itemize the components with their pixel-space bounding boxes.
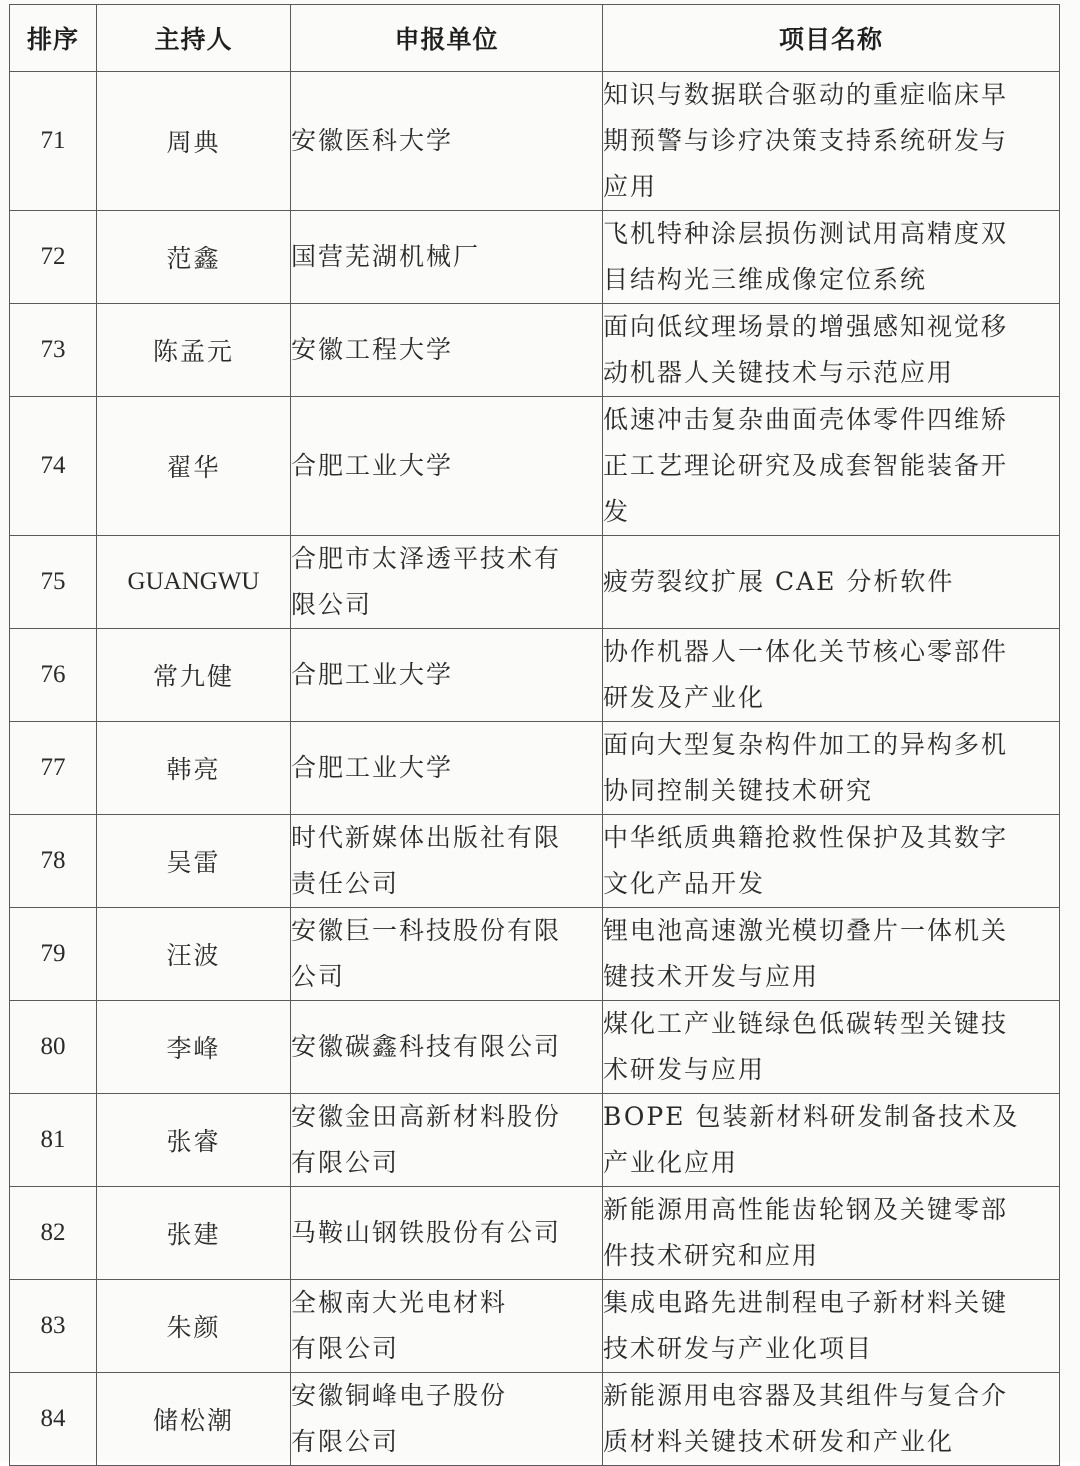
cell-rank: 77	[10, 722, 97, 815]
cell-project	[603, 1373, 1060, 1466]
cell-rank: 79	[10, 908, 97, 1001]
project-line: 件技术研究和应用	[603, 1241, 820, 1270]
project-line: 文化产品开发	[603, 869, 766, 898]
unit-line: 安徽医科大学	[291, 126, 454, 155]
cell-project	[603, 815, 1060, 908]
cell-unit	[291, 629, 603, 722]
project-line: 新能源用高性能齿轮钢及关键零部	[603, 1195, 1009, 1224]
cell-unit	[291, 1280, 603, 1373]
project-line: 期预警与诊疗决策支持系统研发与	[603, 126, 1009, 155]
project-line: 飞机特种涂层损伤测试用高精度双	[603, 219, 1009, 248]
project-line: 研发及产业化	[603, 683, 766, 712]
table-row	[10, 304, 1060, 397]
unit-line: 安徽铜峰电子股份	[291, 1381, 508, 1410]
header-project: 项目名称	[603, 5, 1060, 72]
project-line: 正工艺理论研究及成套智能装备开	[603, 451, 1009, 480]
project-line: 面向低纹理场景的增强感知视觉移	[603, 312, 1009, 341]
cell-project	[603, 1187, 1060, 1280]
table-row	[10, 536, 1060, 629]
project-line: 键技术开发与应用	[603, 962, 820, 991]
cell-host: 储松潮	[97, 1373, 291, 1466]
unit-line: 安徽碳鑫科技有限公司	[291, 1032, 562, 1061]
cell-host: 常九健	[97, 629, 291, 722]
unit-line: 有限公司	[291, 1148, 400, 1177]
cell-project	[603, 1094, 1060, 1187]
project-line: 锂电池高速激光模切叠片一体机关	[603, 916, 1009, 945]
table-row	[10, 629, 1060, 722]
cell-unit	[291, 1001, 603, 1094]
cell-unit	[291, 722, 603, 815]
unit-line: 合肥市太泽透平技术有	[291, 544, 562, 573]
cell-rank: 84	[10, 1373, 97, 1466]
cell-unit	[291, 815, 603, 908]
project-line: 协作机器人一体化关节核心零部件	[603, 637, 1009, 666]
cell-host: 韩亮	[97, 722, 291, 815]
project-line: BOPE 包装新材料研发制备技术及	[603, 1102, 1020, 1131]
cell-host: 张睿	[97, 1094, 291, 1187]
cell-rank: 80	[10, 1001, 97, 1094]
project-line: 术研发与应用	[603, 1055, 766, 1084]
cell-project	[603, 536, 1060, 629]
cell-host: 张建	[97, 1187, 291, 1280]
cell-project	[603, 211, 1060, 304]
table-row	[10, 722, 1060, 815]
unit-line: 全椒南大光电材料	[291, 1288, 508, 1317]
project-line: 产业化应用	[603, 1148, 739, 1177]
project-line: 动机器人关键技术与示范应用	[603, 358, 955, 387]
unit-line: 合肥工业大学	[291, 451, 454, 480]
cell-unit	[291, 1094, 603, 1187]
project-line: 目结构光三维成像定位系统	[603, 265, 928, 294]
cell-host: 范鑫	[97, 211, 291, 304]
project-line: 协同控制关键技术研究	[603, 776, 874, 805]
cell-project	[603, 629, 1060, 722]
project-line: 疲劳裂纹扩展 CAE 分析软件	[603, 567, 955, 596]
unit-line: 合肥工业大学	[291, 753, 454, 782]
cell-project	[603, 304, 1060, 397]
unit-line: 马鞍山钢铁股份有公司	[291, 1218, 562, 1247]
cell-host: GUANGWU	[97, 536, 291, 629]
header-rank: 排序	[10, 5, 97, 72]
cell-unit	[291, 1373, 603, 1466]
cell-host: 陈孟元	[97, 304, 291, 397]
table-row	[10, 1280, 1060, 1373]
project-line: 煤化工产业链绿色低碳转型关键技	[603, 1009, 1009, 1038]
cell-unit	[291, 211, 603, 304]
cell-unit	[291, 72, 603, 211]
header-row	[10, 5, 1060, 72]
unit-line: 安徽工程大学	[291, 335, 454, 364]
cell-host: 吴雷	[97, 815, 291, 908]
project-line: 低速冲击复杂曲面壳体零件四维矫	[603, 405, 1009, 434]
project-line: 应用	[603, 172, 658, 201]
cell-project	[603, 722, 1060, 815]
cell-rank: 78	[10, 815, 97, 908]
table-header	[10, 5, 1060, 72]
cell-rank: 74	[10, 397, 97, 536]
cell-rank: 83	[10, 1280, 97, 1373]
unit-line: 有限公司	[291, 1334, 400, 1363]
project-line: 集成电路先进制程电子新材料关键	[603, 1288, 1009, 1317]
table-row	[10, 211, 1060, 304]
project-list-table	[9, 4, 1060, 1466]
cell-rank: 81	[10, 1094, 97, 1187]
project-line: 面向大型复杂构件加工的异构多机	[603, 730, 1009, 759]
unit-line: 安徽巨一科技股份有限	[291, 916, 562, 945]
project-line: 质材料关键技术研发和产业化	[603, 1427, 955, 1456]
cell-unit	[291, 304, 603, 397]
unit-line: 时代新媒体出版社有限	[291, 823, 562, 852]
cell-rank: 72	[10, 211, 97, 304]
unit-line: 限公司	[291, 590, 373, 619]
cell-host: 翟华	[97, 397, 291, 536]
cell-rank: 76	[10, 629, 97, 722]
cell-project	[603, 908, 1060, 1001]
project-line: 新能源用电容器及其组件与复合介	[603, 1381, 1009, 1410]
table-row	[10, 908, 1060, 1001]
cell-rank: 75	[10, 536, 97, 629]
cell-unit	[291, 908, 603, 1001]
cell-unit	[291, 536, 603, 629]
table-row	[10, 1187, 1060, 1280]
table-row	[10, 1373, 1060, 1466]
unit-line: 合肥工业大学	[291, 660, 454, 689]
cell-project	[603, 397, 1060, 536]
cell-project	[603, 1001, 1060, 1094]
table-row	[10, 72, 1060, 211]
table-body	[10, 72, 1060, 1466]
cell-unit	[291, 1187, 603, 1280]
cell-host: 李峰	[97, 1001, 291, 1094]
cell-rank: 82	[10, 1187, 97, 1280]
unit-line: 公司	[291, 962, 346, 991]
project-line: 技术研发与产业化项目	[603, 1334, 874, 1363]
unit-line: 国营芜湖机械厂	[291, 242, 481, 271]
project-line: 发	[603, 497, 631, 526]
cell-host: 周典	[97, 72, 291, 211]
cell-rank: 73	[10, 304, 97, 397]
cell-host: 朱颜	[97, 1280, 291, 1373]
project-line: 知识与数据联合驱动的重症临床早	[603, 80, 1009, 109]
header-host: 主持人	[97, 5, 291, 72]
project-line: 中华纸质典籍抢救性保护及其数字	[603, 823, 1009, 852]
unit-line: 有限公司	[291, 1427, 400, 1456]
unit-line: 安徽金田高新材料股份	[291, 1102, 562, 1131]
header-unit: 申报单位	[291, 5, 603, 72]
unit-line: 责任公司	[291, 869, 400, 898]
cell-project	[603, 1280, 1060, 1373]
cell-rank: 71	[10, 72, 97, 211]
table-row	[10, 397, 1060, 536]
table-row	[10, 1001, 1060, 1094]
table-row	[10, 1094, 1060, 1187]
cell-unit	[291, 397, 603, 536]
table-row	[10, 815, 1060, 908]
cell-project	[603, 72, 1060, 211]
cell-host: 汪波	[97, 908, 291, 1001]
